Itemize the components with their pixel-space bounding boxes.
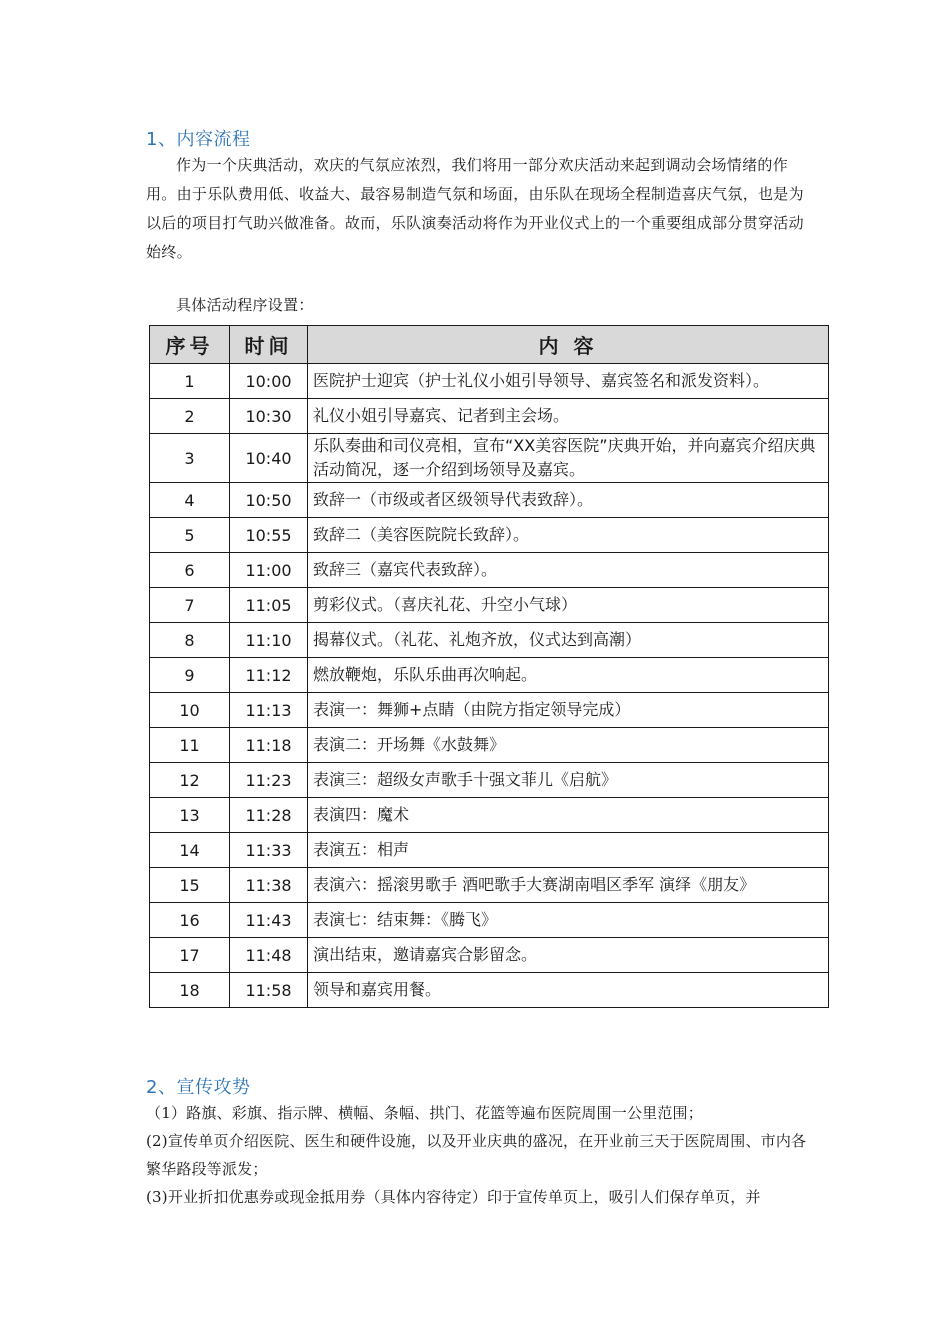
cell-number: 9: [150, 658, 230, 693]
cell-time: 11:23: [230, 763, 308, 798]
cell-time: 11:28: [230, 798, 308, 833]
table-row: [150, 973, 829, 1008]
list-item: (3)开业折扣优惠券或现金抵用券（具体内容待定）印于宣传单页上，吸引人们保存单页，并: [146, 1188, 761, 1206]
table-row: [150, 658, 829, 693]
list-item: (2)宣传单页介绍医院、医生和硬件设施，以及开业庆典的盛况，在开业前三天于医院周围、市内各繁华路段等派发；: [146, 1132, 807, 1178]
cell-number: 11: [150, 728, 230, 763]
cell-time: 11:48: [230, 938, 308, 973]
cell-content: 剪彩仪式。（喜庆礼花、升空小气球）: [308, 588, 829, 623]
promotion-list: [146, 1099, 821, 1211]
table-row: [150, 693, 829, 728]
cell-content: 表演二：开场舞《水鼓舞》: [308, 728, 829, 763]
list-item: （1）路旗、彩旗、指示牌、横幅、条幅、拱门、花篮等遍布医院周围一公里范围；: [146, 1104, 703, 1122]
cell-number: 5: [150, 518, 230, 553]
table-row: [150, 728, 829, 763]
cell-number: 6: [150, 553, 230, 588]
cell-content: 领导和嘉宾用餐。: [308, 973, 829, 1008]
cell-number: 18: [150, 973, 230, 1008]
section-1-heading: 1、内容流程: [146, 129, 251, 150]
cell-time: 10:55: [230, 518, 308, 553]
header-content: 内 容: [308, 326, 829, 364]
cell-time: 11:13: [230, 693, 308, 728]
table-row: [150, 798, 829, 833]
cell-number: 16: [150, 903, 230, 938]
table-row: [150, 938, 829, 973]
cell-time: 10:00: [230, 364, 308, 399]
table-header-row: [150, 326, 829, 364]
cell-content: 致辞二（美容医院院长致辞）。: [308, 518, 829, 553]
section-2-heading: 2、宣传攻势: [146, 1077, 251, 1098]
header-time: 时间: [230, 326, 308, 364]
cell-number: 2: [150, 399, 230, 434]
cell-number: 14: [150, 833, 230, 868]
table-row: [150, 903, 829, 938]
cell-time: 11:05: [230, 588, 308, 623]
cell-number: 17: [150, 938, 230, 973]
cell-content: 乐队奏曲和司仪亮相，宣布“XX美容医院”庆典开始，并向嘉宾介绍庆典活动简况，逐一介绍到场领导及嘉宾。: [308, 434, 829, 483]
table-row: [150, 833, 829, 868]
program-label: 具体活动程序设置：: [176, 296, 314, 314]
cell-number: 13: [150, 798, 230, 833]
table-row: [150, 399, 829, 434]
schedule-table: [149, 325, 829, 1008]
cell-content: 揭幕仪式。（礼花、礼炮齐放，仪式达到高潮）: [308, 623, 829, 658]
cell-time: 11:33: [230, 833, 308, 868]
cell-number: 3: [150, 434, 230, 483]
cell-number: 8: [150, 623, 230, 658]
table-row: [150, 763, 829, 798]
table-row: [150, 483, 829, 518]
cell-time: 11:43: [230, 903, 308, 938]
table-row: [150, 868, 829, 903]
cell-content: 医院护士迎宾（护士礼仪小姐引导领导、嘉宾签名和派发资料）。: [308, 364, 829, 399]
cell-content: 表演五：相声: [308, 833, 829, 868]
table-row: [150, 553, 829, 588]
cell-time: 11:12: [230, 658, 308, 693]
cell-content: 表演一：舞狮+点睛（由院方指定领导完成）: [308, 693, 829, 728]
cell-number: 15: [150, 868, 230, 903]
cell-time: 11:00: [230, 553, 308, 588]
table-row: [150, 518, 829, 553]
header-number: 序号: [150, 326, 230, 364]
cell-content: 表演七：结束舞：《腾飞》: [308, 903, 829, 938]
cell-time: 11:38: [230, 868, 308, 903]
cell-content: 演出结束，邀请嘉宾合影留念。: [308, 938, 829, 973]
cell-number: 12: [150, 763, 230, 798]
table-row: [150, 588, 829, 623]
cell-content: 燃放鞭炮，乐队乐曲再次响起。: [308, 658, 829, 693]
cell-number: 10: [150, 693, 230, 728]
cell-content: 表演六：摇滚男歌手 酒吧歌手大赛湖南唱区季军 演绎《朋友》: [308, 868, 829, 903]
cell-content: 表演三：超级女声歌手十强文菲儿《启航》: [308, 763, 829, 798]
cell-content: 致辞一（市级或者区级领导代表致辞）。: [308, 483, 829, 518]
cell-number: 1: [150, 364, 230, 399]
cell-time: 11:10: [230, 623, 308, 658]
section-1-paragraph: 作为一个庆典活动，欢庆的气氛应浓烈，我们将用一部分欢庆活动来起到调动会场情绪的作用。由于乐队费用低、收益大、最容易制造气氛和场面，由乐队在现场全程制造喜庆气氛，也是为以后的项目打气助兴做准备。故而，乐队演奏活动将作为开业仪式上的一个重要组成部分贯穿活动始终。: [146, 156, 804, 261]
cell-content: 表演四：魔术: [308, 798, 829, 833]
cell-time: 10:40: [230, 434, 308, 483]
cell-time: 11:18: [230, 728, 308, 763]
table-row: [150, 434, 829, 483]
cell-content: 致辞三（嘉宾代表致辞）。: [308, 553, 829, 588]
table-row: [150, 623, 829, 658]
table-body: [150, 364, 829, 1008]
cell-time: 10:50: [230, 483, 308, 518]
table-row: [150, 364, 829, 399]
cell-time: 11:58: [230, 973, 308, 1008]
cell-content: 礼仪小姐引导嘉宾、记者到主会场。: [308, 399, 829, 434]
cell-number: 7: [150, 588, 230, 623]
cell-time: 10:30: [230, 399, 308, 434]
cell-number: 4: [150, 483, 230, 518]
